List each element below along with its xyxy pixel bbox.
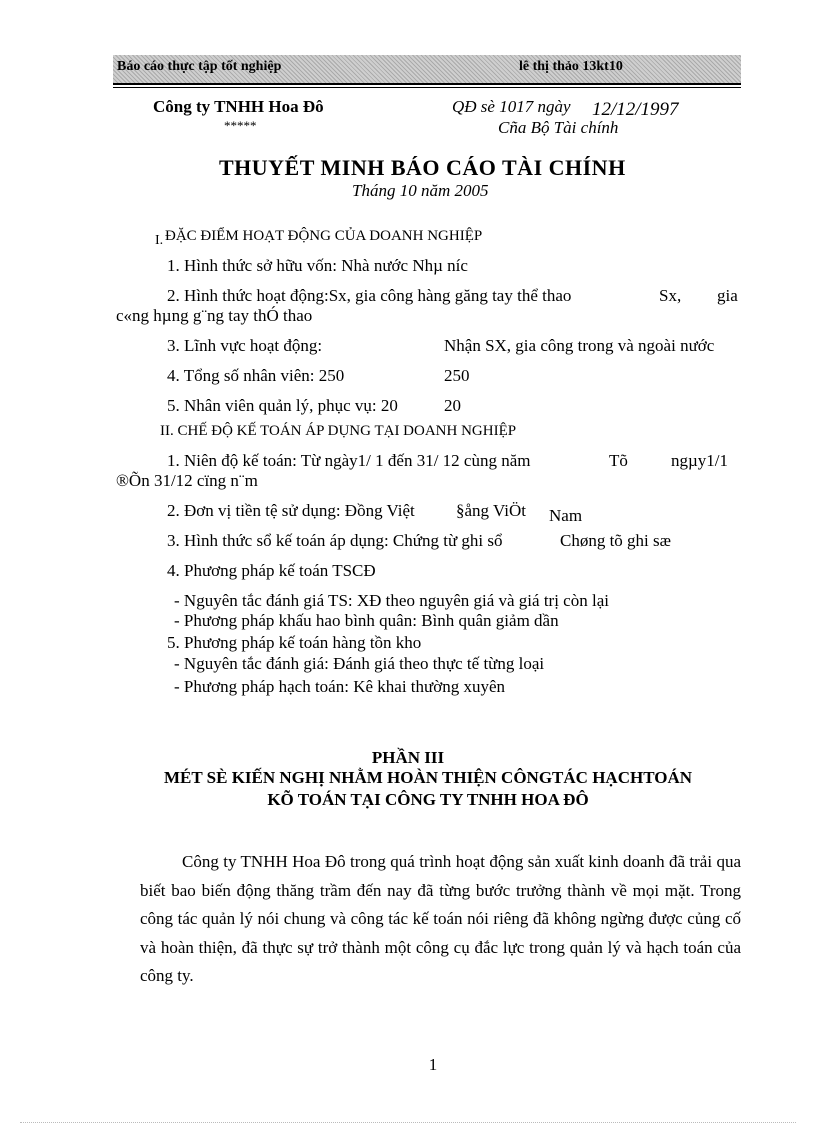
section1-item2-right-b: gia [717,286,738,305]
section1-item4: 4. Tổng số nhân viên: 250 [167,366,345,385]
decision-issuer: Cña Bộ Tài chính [498,118,619,137]
company-name: Công ty TNHH Hoa Đô [153,97,324,116]
section1-item5: 5. Nhân viên quản lý, phục vụ: 20 [167,396,398,415]
section1-item1: 1. Hình thức sở hữu vốn: Nhà nước Nhµ níc [167,256,468,275]
section1-item4-value: 250 [444,366,470,385]
section2-sub3: - Nguyên tắc đánh giá: Đánh giá theo thực tế từng loại [174,654,545,673]
section1-item3-value: Nhận SX, gia công trong và ngoài nước [444,336,715,355]
section2-item2-nam: Nam [549,506,583,525]
section2-item2-legacy: §ång ViÖt [456,501,526,520]
document-title: THUYẾT MINH BÁO CÁO TÀI CHÍNH [219,155,626,180]
section2-item1-right-b: ngµy1/1 [671,451,729,470]
section1-heading: ĐẶC ĐIỂM HOẠT ĐỘNG CỦA DOANH NGHIỆP [165,228,483,244]
decision-date: 12/12/1997 [592,99,679,120]
part3-heading-line1: MÉT SÈ KIẾN NGHỊ NHẰM HOÀN THIỆN CÔNGTÁC HẠCHTOÁN [163,768,692,787]
section1-item2-line2: c«ng hµng g¨ng tay thÓ thao [116,306,313,325]
document-subtitle: Tháng 10 năm 2005 [352,181,489,200]
company-stars: ***** [224,118,257,133]
header-left-text: Báo cáo thực tập tốt nghiệp [117,59,282,74]
part3-title: PHẦN III [371,748,445,767]
section2-item2: 2. Đơn vị tiền tệ sử dụng: Đồng Việt [167,501,415,520]
header-bar [113,55,741,85]
part3-heading-line2: KÕ TOÁN TẠI CÔNG TY TNHH HOA ĐÔ [267,790,589,809]
section2-item4: 4. Phương pháp kế toán TSCĐ [167,561,376,580]
section2-item3: 3. Hình thức sổ kế toán áp dụng: Chứng từ ghi sổ [167,531,503,550]
section2-item1: 1. Niên độ kế toán: Từ ngày1/ 1 đến 31/ 12 cùng năm [167,451,531,470]
section2-item5: 5. Phương pháp kế toán hàng tồn kho [167,633,422,652]
page-number: 1 [428,1055,438,1074]
section1-item5-value: 20 [444,396,461,415]
header-divider [113,87,741,88]
section2-sub2: - Phương pháp khấu hao bình quân: Bình quân giảm dần [174,611,559,630]
section2-item1-line2: ®Õn 31/12 cïng n¨m [116,471,258,490]
section1-item2: 2. Hình thức hoạt động:Sx, gia công hàng găng tay thể thao [167,286,572,305]
decision-number: QĐ sè 1017 ngày [452,97,571,116]
section1-marker: I. [155,233,164,248]
header-right-text: lê thị thảo 13kt10 [519,59,623,74]
section2-sub4: - Phương pháp hạch toán: Kê khai thường xuyên [174,677,506,696]
section1-item3: 3. Lĩnh vực hoạt động: [167,336,323,355]
section1-item2-right-a: Sx, [659,286,682,305]
section2-item3-legacy: Chøng tõ ghi sæ [560,531,671,550]
section2-sub1: - Nguyên tắc đánh giá TS: XĐ theo nguyên giá và giá trị còn lại [174,591,609,610]
section2-heading: II. CHẾ ĐỘ KẾ TOÁN ÁP DỤNG TẠI DOANH NGHIỆP [160,423,517,439]
section2-item1-right-a: Tõ [609,451,628,470]
body-paragraph: Công ty TNHH Hoa Đô trong quá trình hoạt động sản xuất kinh doanh đã trải qua biết bao biến động thăng trầm đến nay đã từng bước trưởng thành về mọi mặt. Trong công tác quản lý nói chung và công tác kế toán nói riêng đã không ngừng được củng cố và hoàn thiện, đã thực sự trở thành một công cụ đắc lực trong quản lý và hạch toán của công ty. [140,852,741,985]
